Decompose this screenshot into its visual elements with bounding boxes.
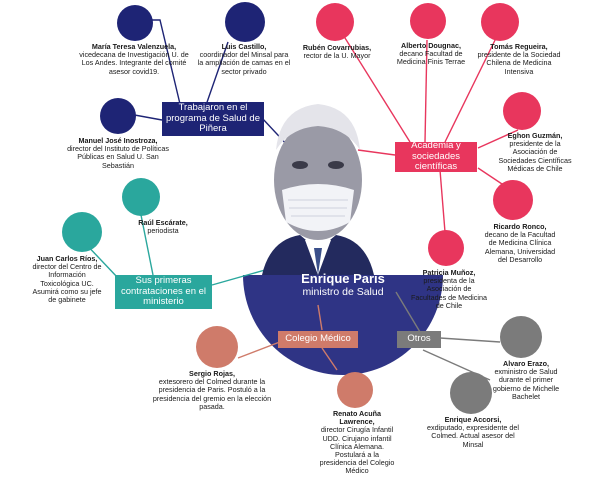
label-juan-carlos-rios bbox=[28, 255, 106, 304]
person-desc: decano de la Facultad de Medicina Clínica Alemana, Universidad del Desarrollo bbox=[484, 230, 556, 264]
node-alvaro-erazo bbox=[500, 316, 542, 358]
label-alberto-dougnac bbox=[393, 42, 469, 67]
person-desc: extesorero del Colmed durante la presidencia de Paris. Postuló a la presidencia del gremio en la elección pasada. bbox=[152, 377, 272, 411]
category-label: Sus primeras contrataciones en el ministerio bbox=[120, 275, 207, 308]
label-tomas-regueira bbox=[475, 43, 563, 76]
category-primeras-contrataciones bbox=[115, 275, 212, 309]
person-name: Alberto Dougnac, bbox=[401, 41, 461, 50]
category-label: Otros bbox=[407, 333, 431, 345]
person-desc: presidente de la Sociedad Chilena de Medicina Intensiva bbox=[477, 50, 561, 76]
label-sergio-rojas bbox=[152, 370, 272, 411]
person-desc: periodista bbox=[147, 226, 179, 236]
person-name: Luis Castillo, bbox=[221, 42, 267, 51]
label-manuel-jose-inostroza bbox=[66, 137, 170, 170]
node-patricia-munoz bbox=[428, 230, 464, 266]
label-renato-acuna bbox=[316, 410, 398, 476]
label-maria-teresa-valenzuela bbox=[78, 43, 190, 76]
center-name: Enrique Paris bbox=[301, 271, 385, 286]
node-luis-castillo bbox=[225, 2, 265, 42]
label-patricia-munoz bbox=[410, 269, 488, 310]
category-programa-pinera bbox=[162, 102, 264, 136]
category-colegio-medico bbox=[278, 331, 358, 348]
node-eghon-guzman bbox=[503, 92, 541, 130]
node-raul-escarate bbox=[122, 178, 160, 216]
node-sergio-rojas bbox=[196, 326, 238, 368]
category-otros bbox=[397, 331, 441, 348]
node-enrique-accorsi bbox=[450, 372, 492, 414]
person-name: Juan Carlos Ríos, bbox=[36, 254, 98, 263]
person-desc: presidenta de la Asociación de Facultades de Medicina de Chile bbox=[411, 276, 487, 310]
person-desc: director del Centro de Información Toxicológica UC. Asumirá como su jefe de gabinete bbox=[32, 262, 102, 305]
person-name: Tomás Regueira, bbox=[490, 42, 548, 51]
category-label: Colegio Médico bbox=[285, 333, 351, 345]
node-renato-acuna bbox=[337, 372, 373, 408]
category-label: Academia y sociedades científicas bbox=[411, 140, 461, 173]
person-name: Enrique Accorsi, bbox=[444, 415, 502, 424]
label-luis-castillo bbox=[196, 43, 292, 76]
label-eghon-guzman bbox=[496, 132, 574, 173]
person-desc: coordinador del Minsal para la ampliación de camas en el sector privado bbox=[197, 50, 291, 76]
person-name: Eghon Guzmán, bbox=[507, 131, 563, 140]
label-raul-escarate bbox=[132, 219, 194, 235]
person-desc: decano Facultad de Medicina Finis Terrae bbox=[396, 49, 466, 67]
label-enrique-accorsi bbox=[426, 416, 520, 449]
person-desc: presidente de la Asociación de Sociedades Científicas Médicas de Chile bbox=[498, 139, 572, 173]
category-label: Trabajaron en el programa de Salud de Piñera bbox=[165, 102, 260, 135]
person-name: María Teresa Valenzuela, bbox=[91, 42, 177, 51]
portrait-photo bbox=[262, 104, 374, 275]
person-name: Alvaro Erazo, bbox=[503, 359, 549, 368]
person-name: Sergio Rojas, bbox=[189, 369, 235, 378]
node-alberto-dougnac bbox=[410, 3, 446, 39]
person-name: Raúl Escárate, bbox=[138, 218, 188, 227]
person-name: Rubén Covarrubias, bbox=[302, 43, 372, 52]
category-academia bbox=[395, 142, 477, 172]
person-desc: vicedecana de Investigación U. de Los Andes. Integrante del comité asesor covid19. bbox=[79, 50, 189, 76]
node-manuel-jose-inostroza bbox=[100, 98, 136, 134]
person-name: Renato Acuña Lawrence, bbox=[332, 409, 382, 427]
person-name: Patricia Muñoz, bbox=[422, 268, 476, 277]
label-ricardo-ronco bbox=[480, 223, 560, 264]
person-desc: exministro de Salud durante el primer gobierno de Michelle Bachelet bbox=[492, 367, 560, 401]
label-ruben-covarrubias bbox=[300, 44, 374, 60]
node-maria-teresa-valenzuela bbox=[117, 5, 153, 41]
person-desc: rector de la U. Mayor bbox=[303, 51, 371, 61]
node-ruben-covarrubias bbox=[316, 3, 354, 41]
person-desc: exdiputado, expresidente del Colmed. Actual asesor del Minsal bbox=[427, 423, 519, 449]
center-role: ministro de Salud bbox=[302, 286, 384, 298]
node-tomas-regueira bbox=[481, 3, 519, 41]
node-juan-carlos-rios bbox=[62, 212, 102, 252]
person-name: Ricardo Ronco, bbox=[493, 222, 547, 231]
person-desc: director del Instituto de Políticas Públicas en Salud U. San Sebastián bbox=[67, 144, 169, 170]
person-desc: director Cirugía Infantil UDD. Cirujano infantil Clínica Alemana. Postulará a la presidencia del Colegio Médico bbox=[319, 425, 395, 476]
node-ricardo-ronco bbox=[493, 180, 533, 220]
person-name: Manuel José Inostroza, bbox=[78, 136, 158, 145]
label-alvaro-erazo bbox=[488, 360, 564, 401]
